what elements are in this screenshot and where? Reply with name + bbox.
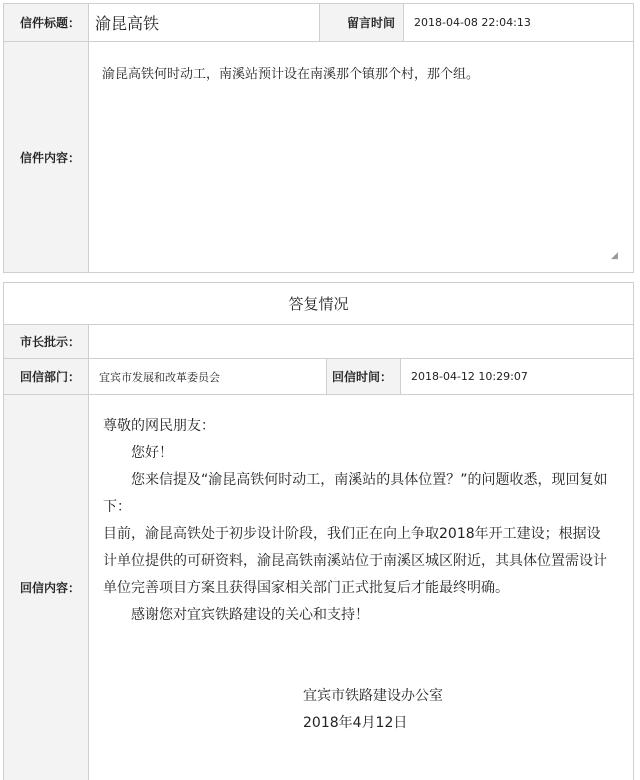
signature-spacer [103, 629, 611, 683]
reply-hello: 您好！ [131, 445, 173, 461]
resize-grip-icon[interactable]: ◢ [611, 251, 618, 261]
mayor-label: 市长批示： [4, 325, 89, 358]
letter-panel [3, 3, 634, 273]
letter-title-value: 渝昆高铁 [95, 14, 160, 33]
dept-label: 回信部门： [4, 359, 89, 394]
reply-greeting: 尊敬的网民朋友： [103, 418, 215, 434]
letter-time-label: 留言时间 [319, 4, 404, 41]
signature-date: 2018年4月12日 [303, 715, 408, 731]
reply-content-label: 回信内容： [4, 395, 89, 780]
dept-row [4, 359, 633, 395]
letter-title-row [4, 4, 633, 42]
reply-time-label: 回信时间： [326, 359, 401, 394]
reply-body-row [4, 395, 633, 780]
reply-heading: 答复情况 [4, 283, 633, 325]
reply-panel [3, 282, 634, 780]
reply-time-value: 2018-04-12 10:29:07 [411, 370, 528, 383]
mayor-row [4, 325, 633, 359]
letter-title-label: 信件标题： [4, 4, 89, 41]
mayor-value [89, 325, 633, 358]
reply-content [103, 413, 611, 737]
reply-para1: 您来信提及“渝昆高铁何时动工，南溪站的具体位置？”的问题收悉，现回复如下： [103, 472, 608, 515]
reply-para2: 目前，渝昆高铁处于初步设计阶段，我们正在向上争取2018年开工建设；根据设计单位提供的可研资料，渝昆高铁南溪站位于南溪区城区附近，其具体位置需设计单位完善项目方案且获得国家相关部门正式批复后才能最终明确。 [103, 526, 607, 596]
dept-value: 宜宾市发展和改革委员会 [99, 370, 220, 384]
letter-content-textarea[interactable] [92, 48, 625, 264]
letter-time-value: 2018-04-08 22:04:13 [414, 16, 531, 29]
reply-thanks: 感谢您对宜宾铁路建设的关心和支持！ [131, 607, 369, 623]
letter-content-row [4, 42, 633, 272]
signature-org: 宜宾市铁路建设办公室 [303, 688, 443, 704]
letter-content-label: 信件内容： [4, 42, 89, 272]
